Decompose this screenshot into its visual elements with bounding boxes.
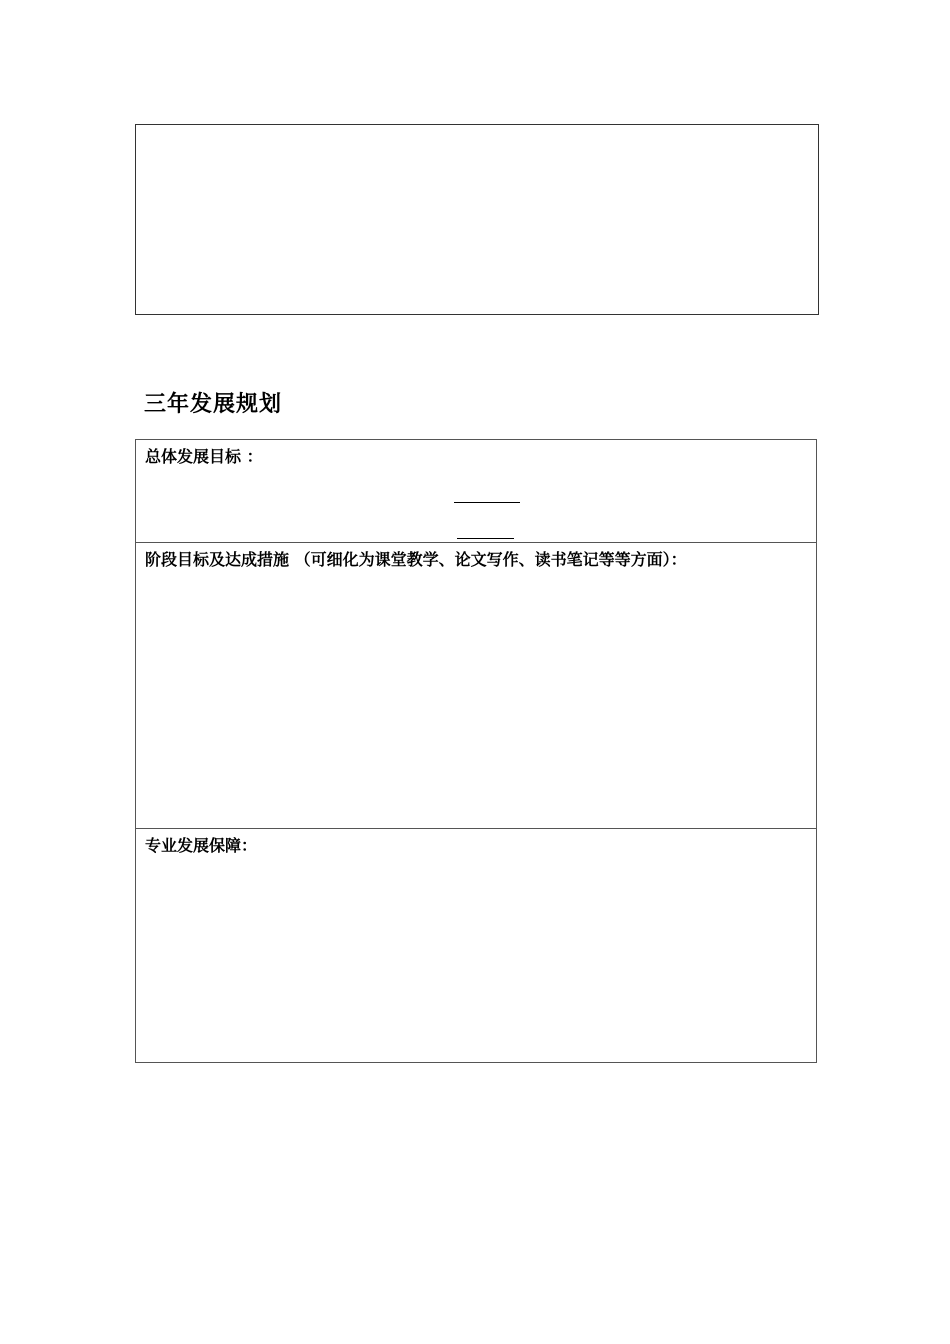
support-row[interactable] xyxy=(136,828,816,1062)
three-year-plan-table xyxy=(135,439,817,1063)
stage-goal-row[interactable] xyxy=(136,542,816,828)
section-title: 三年发展规划 xyxy=(144,392,283,417)
stage-goal-label: 阶段目标及达成措施 （可细化为课堂教学、论文写作、读书笔记等等方面）： xyxy=(145,550,687,569)
overall-goal-label: 总体发展目标 ： xyxy=(145,447,263,466)
overall-goal-row[interactable] xyxy=(136,440,816,542)
fill-in-line xyxy=(454,502,520,503)
fill-in-line xyxy=(457,538,514,539)
support-label: 专业发展保障： xyxy=(145,836,258,855)
previous-section-box xyxy=(135,124,819,315)
